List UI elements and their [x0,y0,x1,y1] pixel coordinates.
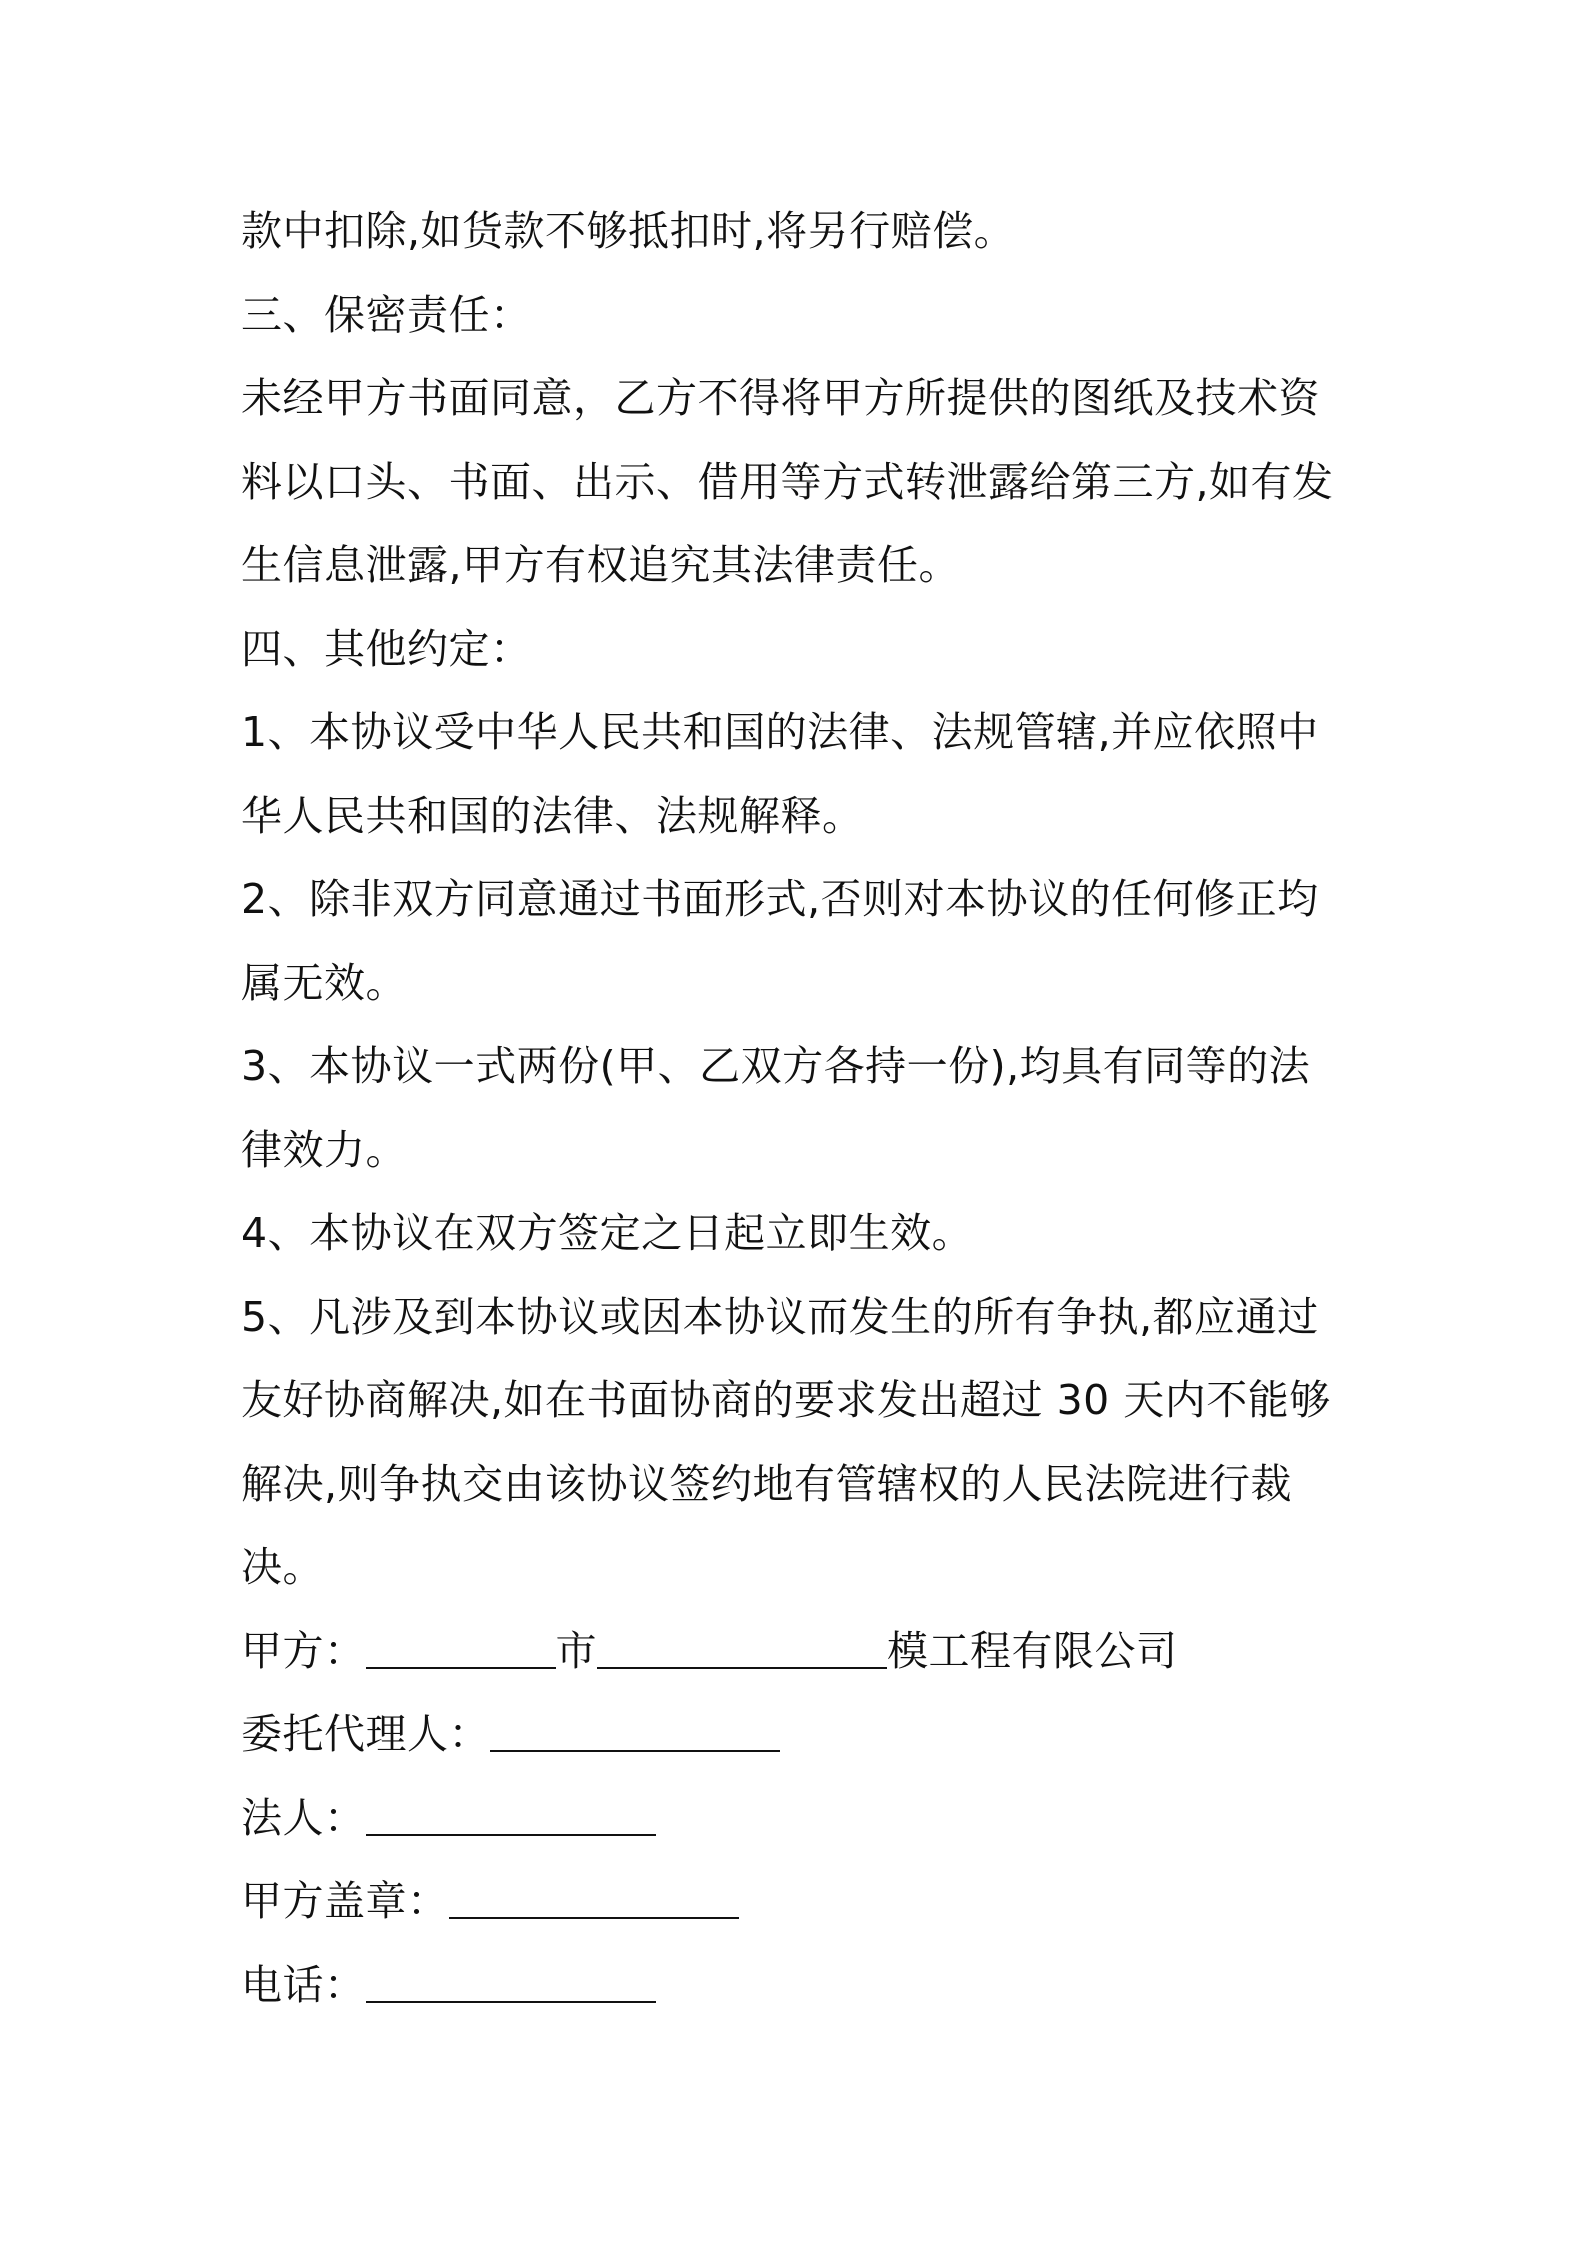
section-heading-confidentiality: 三、保密责任： [241,290,532,339]
seal-label: 甲方盖章： [241,1877,449,1925]
legal-person-blank [366,1800,656,1836]
agent-label: 委托代理人： [241,1710,490,1758]
party-a-blank-1 [366,1633,556,1669]
paragraph-line: 友好协商解决,如在书面协商的要求发出超过 30 天内不能够 [241,1376,1331,1424]
phone-label: 电话： [241,1960,366,2009]
paragraph-line: 5、凡涉及到本协议或因本协议而发生的所有争执,都应通过 [241,1292,1319,1341]
paragraph-line: 4、本协议在双方签定之日起立即生效。 [241,1209,974,1257]
paragraph-line: 解决,则争执交由该协议签约地有管辖权的人民法院进行裁 [241,1459,1293,1508]
paragraph-line: 生信息泄露,甲方有权追究其法律责任。 [241,541,961,589]
party-a-line [241,1610,1366,1694]
seal-blank [449,1883,739,1919]
agent-line [241,1693,1366,1777]
paragraph-line: 律效力。 [241,1125,407,1174]
agent-blank [490,1716,780,1752]
paragraph-line: 2、除非双方同意通过书面形式,否则对本协议的任何修正均 [241,875,1319,923]
paragraph-line: 3、本协议一式两份(甲、乙双方各持一份),均具有同等的法 [241,1042,1311,1090]
paragraph-line: 决。 [241,1543,324,1591]
paragraph-line: 料以口头、书面、出示、借用等方式转泄露给第三方,如有发 [241,457,1334,506]
party-a-label: 甲方： [241,1626,366,1675]
paragraph-line: 属无效。 [241,958,407,1007]
party-a-suffix: 模工程有限公司 [887,1626,1178,1675]
paragraph-line: 1、本协议受中华人民共和国的法律、法规管辖,并应依照中 [241,708,1319,756]
legal-person-line [241,1777,1366,1861]
paragraph-line: 款中扣除,如货款不够抵扣时,将另行赔偿。 [241,207,1016,255]
party-a-blank-2 [597,1633,887,1669]
section-heading-other-terms: 四、其他约定： [241,624,532,673]
paragraph-line: 华人民共和国的法律、法规解释。 [241,791,864,840]
legal-person-label: 法人： [241,1793,366,1842]
phone-blank [366,1967,656,2003]
seal-line [241,1860,1366,1944]
party-a-mid: 市 [555,1626,597,1675]
paragraph-line: 未经甲方书面同意，乙方不得将甲方所提供的图纸及技术资 [241,374,1320,422]
document-body [241,190,1366,2027]
phone-line [241,1944,1366,2028]
